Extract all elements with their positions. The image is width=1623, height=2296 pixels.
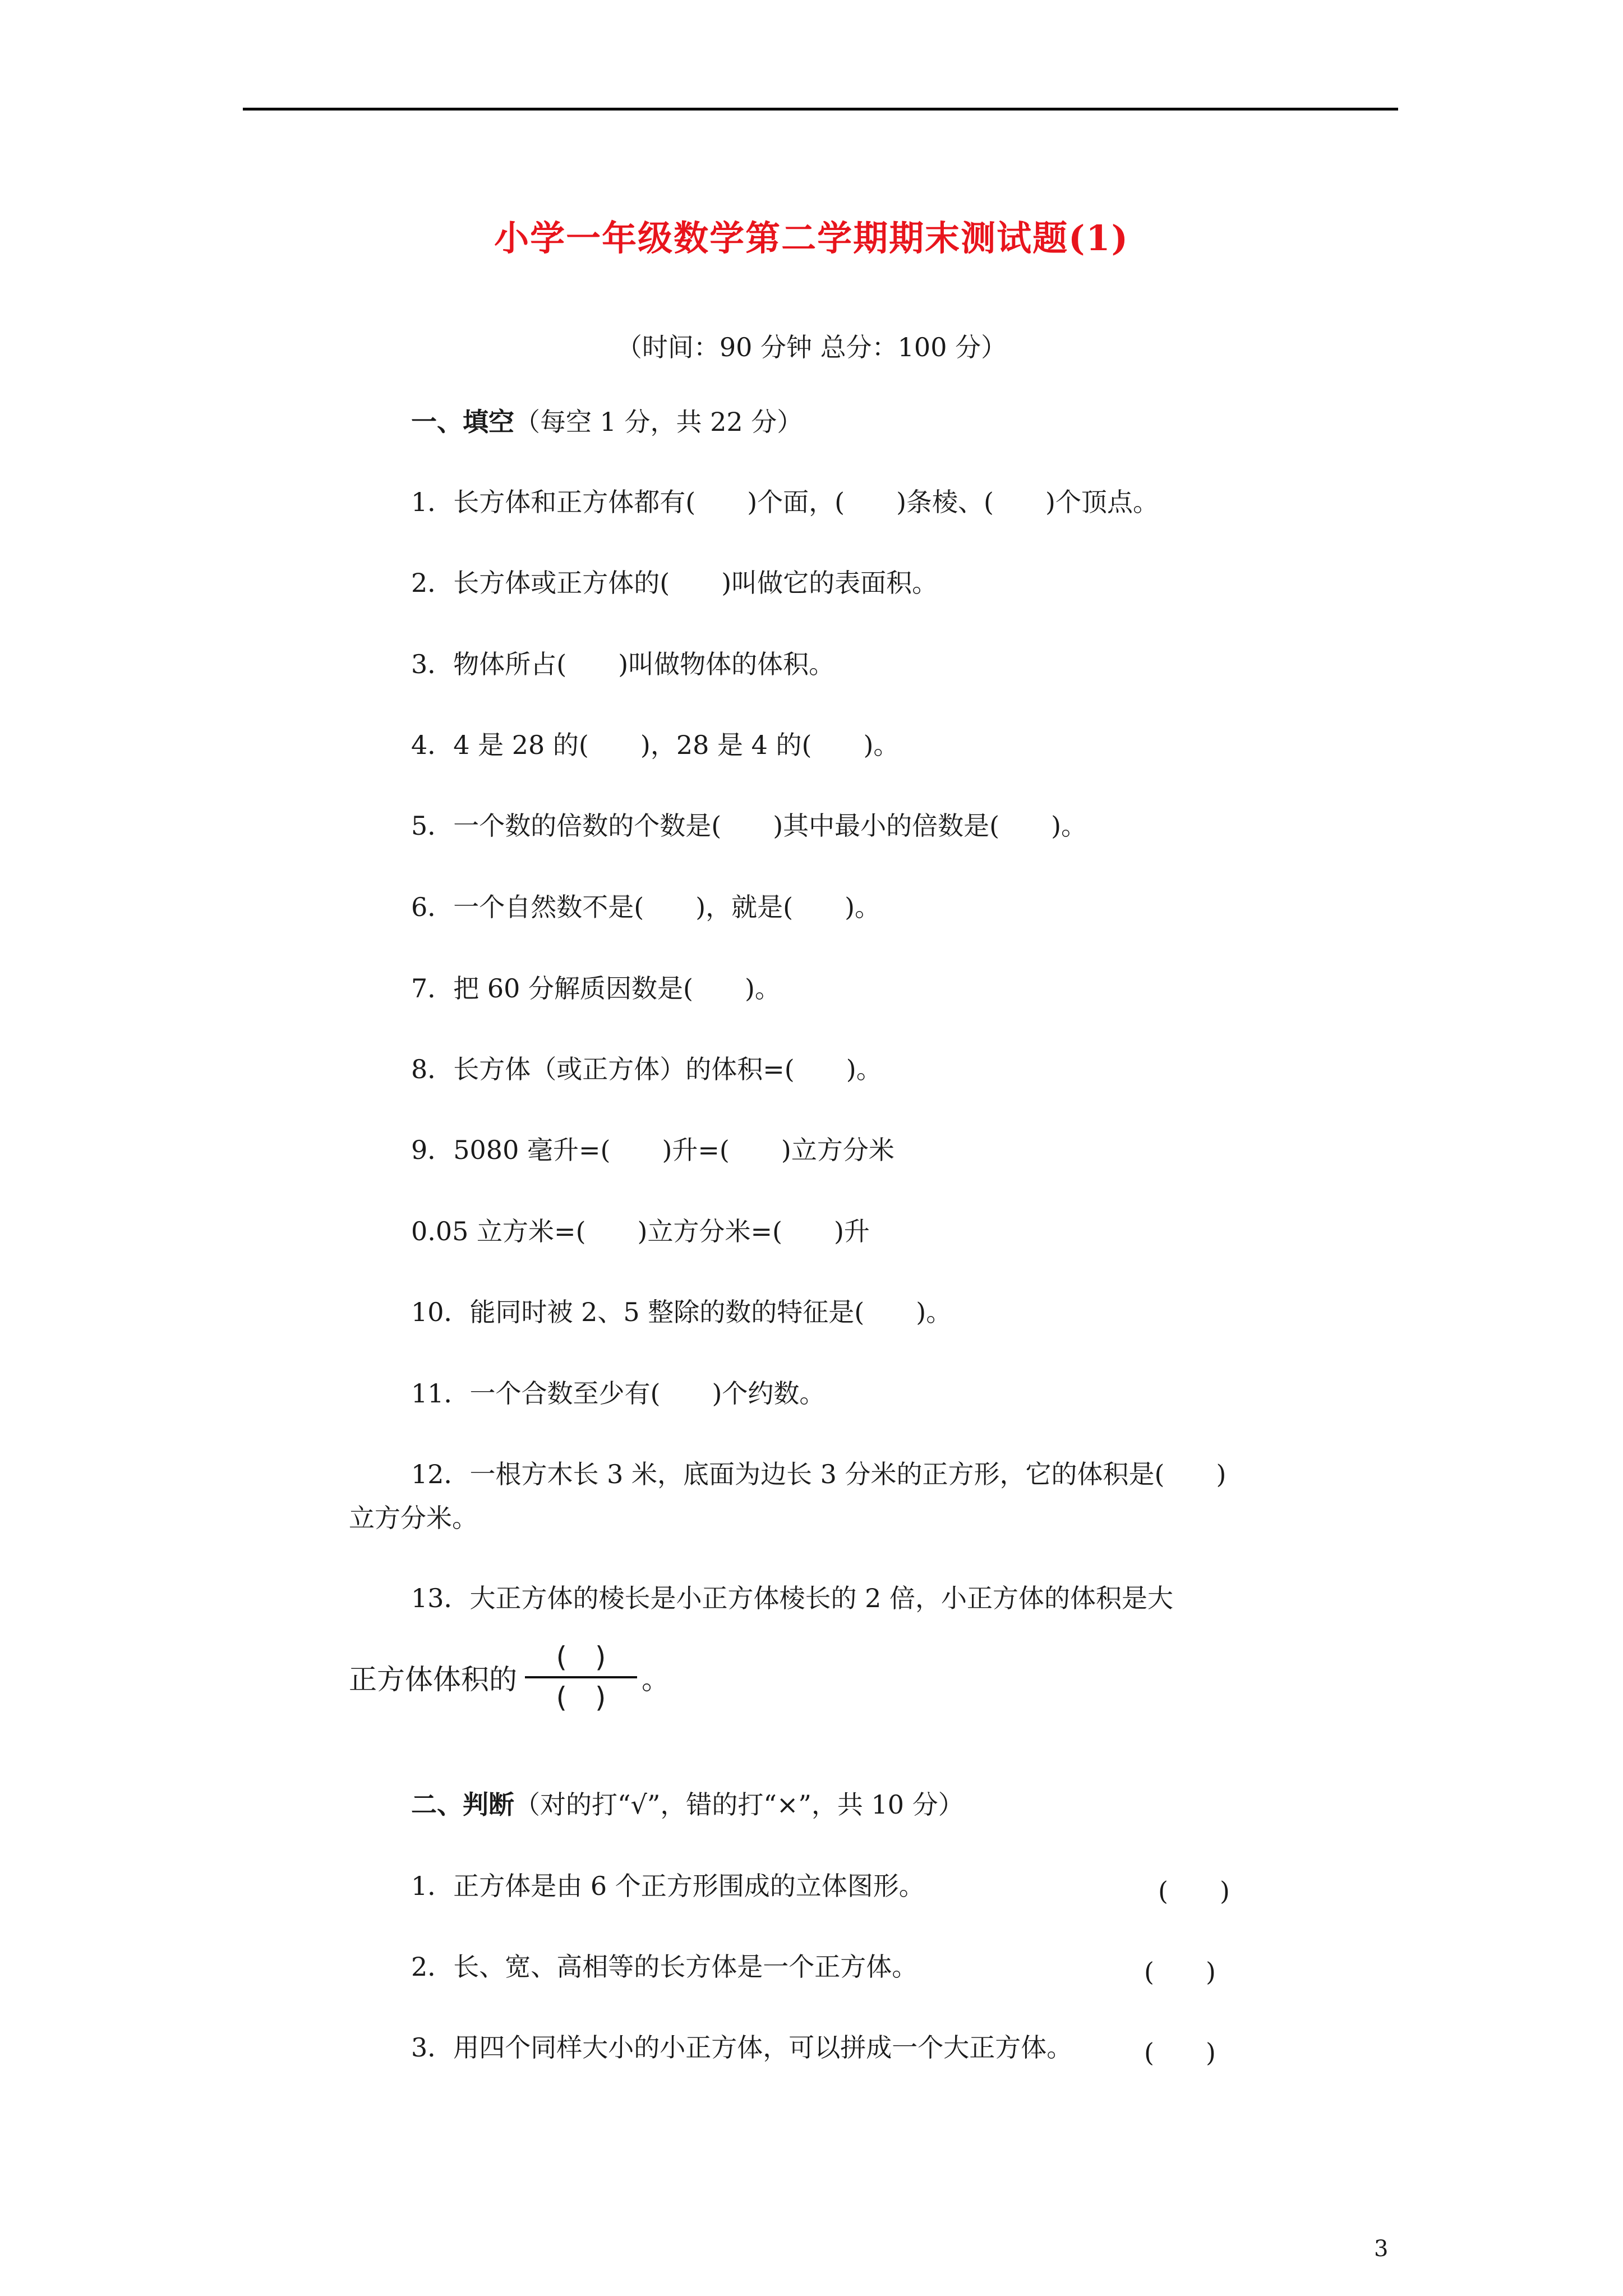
fraction-bar [525,1676,637,1678]
question-1: 1．长方体和正方体都有( )个面，( )条棱、( )个顶点。 [411,487,1159,517]
question-11: 11．一个合数至少有( )个约数。 [411,1378,826,1409]
document-title: 小学一年级数学第二学期期末测试题(1) [494,218,1129,259]
fraction-denominator-blank: ( ) [556,1681,606,1714]
question-9-part-2: 0.05 立方米=( )立方分米=( )升 [411,1216,870,1246]
judgment-1: 1．正方体是由 6 个正方形围成的立体图形。 [411,1871,925,1901]
judgment-1-answer-blank: ( ) [1158,1876,1230,1906]
question-3: 3．物体所占( )叫做物体的体积。 [411,649,835,679]
question-8: 8．长方体（或正方体）的体积=( )。 [411,1054,882,1084]
question-7: 7．把 60 分解质因数是( )。 [411,973,781,1004]
section-2-title: 二、判断 [411,1789,514,1820]
question-9: 9．5080 毫升=( )升=( )立方分米 [411,1135,895,1165]
question-6: 6．一个自然数不是( )，就是( )。 [411,892,881,922]
question-5: 5．一个数的倍数的个数是( )其中最小的倍数是( )。 [411,811,1087,841]
header-rule [243,108,1398,111]
fraction-numerator-blank: ( ) [556,1641,606,1673]
fraction-answer-blank [525,1640,637,1714]
section-1-heading [411,407,803,438]
exam-info: （时间：90 分钟 总分：100 分） [616,332,1007,362]
section-1-title: 一、填空 [411,407,514,437]
question-2: 2．长方体或正方体的( )叫做它的表面积。 [411,568,938,598]
judgment-3-answer-blank: ( ) [1144,2037,1216,2068]
question-13: 13．大正方体的棱长是小正方体棱长的 2 倍，小正方体的体积是大 [411,1583,1174,1613]
section-1-note: （每空 1 分，共 22 分） [514,407,803,437]
judgment-2-answer-blank: ( ) [1144,1957,1216,1987]
question-4: 4．4 是 28 的( )，28 是 4 的( )。 [411,730,900,760]
judgment-3: 3．用四个同样大小的小正方体，可以拼成一个大正方体。 [411,2032,1073,2063]
question-10: 10．能同时被 2、5 整除的数的特征是( )。 [411,1297,952,1327]
section-2-note: （对的打“√”，错的打“×”，共 10 分） [514,1789,964,1820]
question-13-suffix: 。 [642,1663,670,1696]
question-12: 12．一根方木长 3 米，底面为边长 3 分米的正方形，它的体积是( ) [411,1459,1227,1489]
question-12-continuation: 立方分米。 [349,1503,478,1533]
section-2-heading [411,1789,964,1820]
page-number: 3 [1374,2236,1389,2262]
question-13-prefix: 正方体体积的 [349,1663,517,1696]
judgment-2: 2．长、宽、高相等的长方体是一个正方体。 [411,1952,918,1982]
question-13-fraction-line [349,1638,670,1717]
